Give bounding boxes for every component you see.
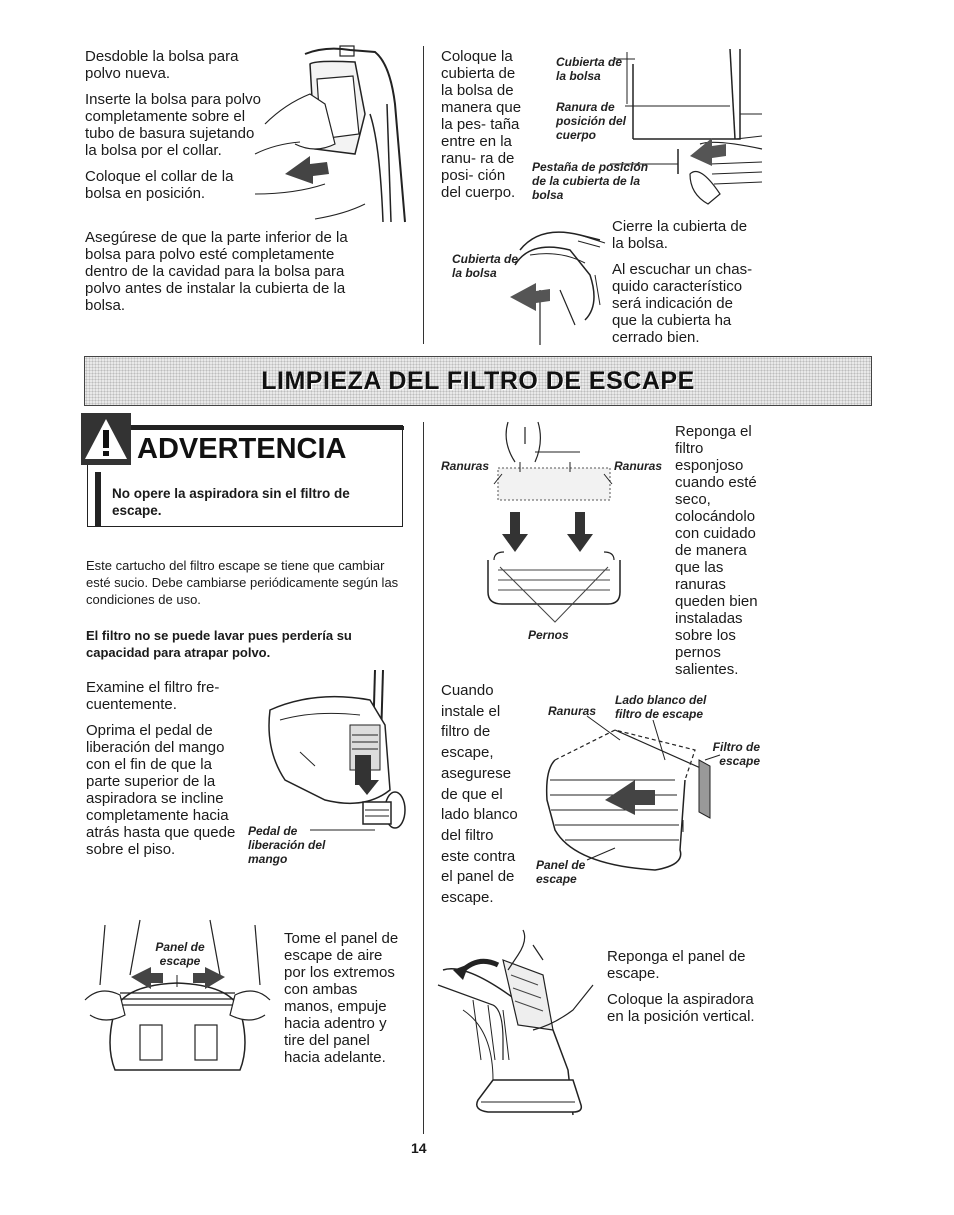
replace-panel-text: Reponga el panel de escape.: [607, 948, 746, 982]
white-side-label: Lado blanco del filtro de escape: [615, 693, 707, 721]
pins-label: Pernos: [528, 628, 569, 642]
examine-filter-text: Examine el filtro fre- cuentemente.: [86, 679, 220, 713]
column-divider-bottom: [423, 422, 424, 1134]
slots-label-3: Ranuras: [548, 704, 597, 718]
foam-filter-illustration: [480, 422, 663, 634]
mid-left-steps: [86, 679, 236, 867]
cover-text: Coloque la cubierta de la bolsa de manera que la pes- taña entre en la ranu- ra de posi- ción del cuerpo.: [441, 48, 522, 201]
section-banner: [84, 356, 872, 406]
press-pedal-text: Oprima el pedal de liberación del mango con el fin de que la parte superior de la aspiradora se incline completamente hacia atrás hasta que quede sobre el piso.: [86, 722, 236, 858]
pedal-label: Pedal de liberación del mango: [248, 824, 326, 866]
no-wash-text: El filtro no se puede lavar pues perdería su capacidad para atrapar polvo.: [86, 628, 352, 660]
cover-label: Cubierta de la bolsa: [556, 55, 623, 83]
slot-label: Ranura de posición del cuerpo: [556, 100, 627, 142]
warning-title: ADVERTENCIA: [137, 432, 347, 465]
warning-left-bar: [95, 472, 101, 526]
top-left-text-b: [85, 229, 375, 323]
filter-label: Filtro de escape: [712, 740, 760, 768]
click-text: Al escuchar un chas- quido característico será indicación de que la cubierta ha cerrado bien.: [612, 261, 753, 346]
cartridge-text: Este cartucho del filtro escape se tiene que cambiar esté sucio. Debe cambiarse periódicamente según las condiciones de uso.: [86, 558, 399, 607]
section-title: LIMPIEZA DEL FILTRO DE ESCAPE: [261, 366, 695, 395]
cover-close-illustration: [450, 225, 610, 350]
bag-bottom-text: Asegúrese de que la parte inferior de la bolsa para polvo esté completamente dentro de la cavidad para la bolsa para polvo antes de instalar la cubierta de la bolsa.: [85, 229, 348, 314]
close-cover-block: [612, 218, 762, 355]
remove-exhaust-panel-illustration: [85, 915, 270, 1075]
page-number: 14: [411, 1140, 427, 1156]
panel-label: Panel de escape: [536, 858, 586, 886]
vacuum-tilt-illustration: [255, 670, 410, 840]
tab-label: Pestaña de posición de la cubierta de la bolsa: [532, 160, 649, 202]
top-left-text-a: [85, 48, 265, 211]
dust-bag-insert-illustration: [255, 44, 415, 222]
warning-text: No opere la aspiradora sin el filtro de escape.: [112, 486, 350, 518]
exhaust-panel-label: Panel de escape: [155, 940, 205, 968]
upright-text: Coloque la aspiradora en la posición vertical.: [607, 991, 755, 1025]
bottom-right-steps: [607, 948, 767, 1034]
warning-title-row: [87, 425, 403, 473]
replace-panel-illustration: [433, 930, 608, 1115]
column-divider-top: [423, 46, 424, 344]
exhaust-panel-filter-illustration: [535, 700, 760, 875]
unfold-bag-text: Desdoble la bolsa para polvo nueva.: [85, 48, 239, 82]
cover-label-2: Cubierta de la bolsa: [452, 252, 519, 280]
close-cover-text: Cierre la cubierta de la bolsa.: [612, 218, 748, 252]
warning-triangle-icon: [81, 413, 131, 465]
slots-label-right: Ranuras: [614, 459, 663, 473]
slots-label-left: Ranuras: [441, 459, 490, 473]
install-filter-text: Cuando instale el filtro de escape, asegurese de que el lado blanco del filtro este contra el panel de escape.: [441, 682, 518, 907]
insert-bag-text: Inserte la bolsa para polvo completamente sobre el tubo de basura sujetando la bolsa por el collar.: [85, 91, 261, 159]
take-panel-text: Tome el panel de escape de aire por los extremos con ambas manos, empuje hacia adentro y tire del panel hacia adelante.: [284, 930, 399, 1066]
place-collar-text: Coloque el collar de la bolsa en posición.: [85, 168, 234, 202]
replace-filter-text: Reponga el filtro esponjoso cuando esté seco, colocándolo con cuidado de manera que las ranuras queden bien instaladas sobre los pernos salientes.: [675, 423, 758, 678]
